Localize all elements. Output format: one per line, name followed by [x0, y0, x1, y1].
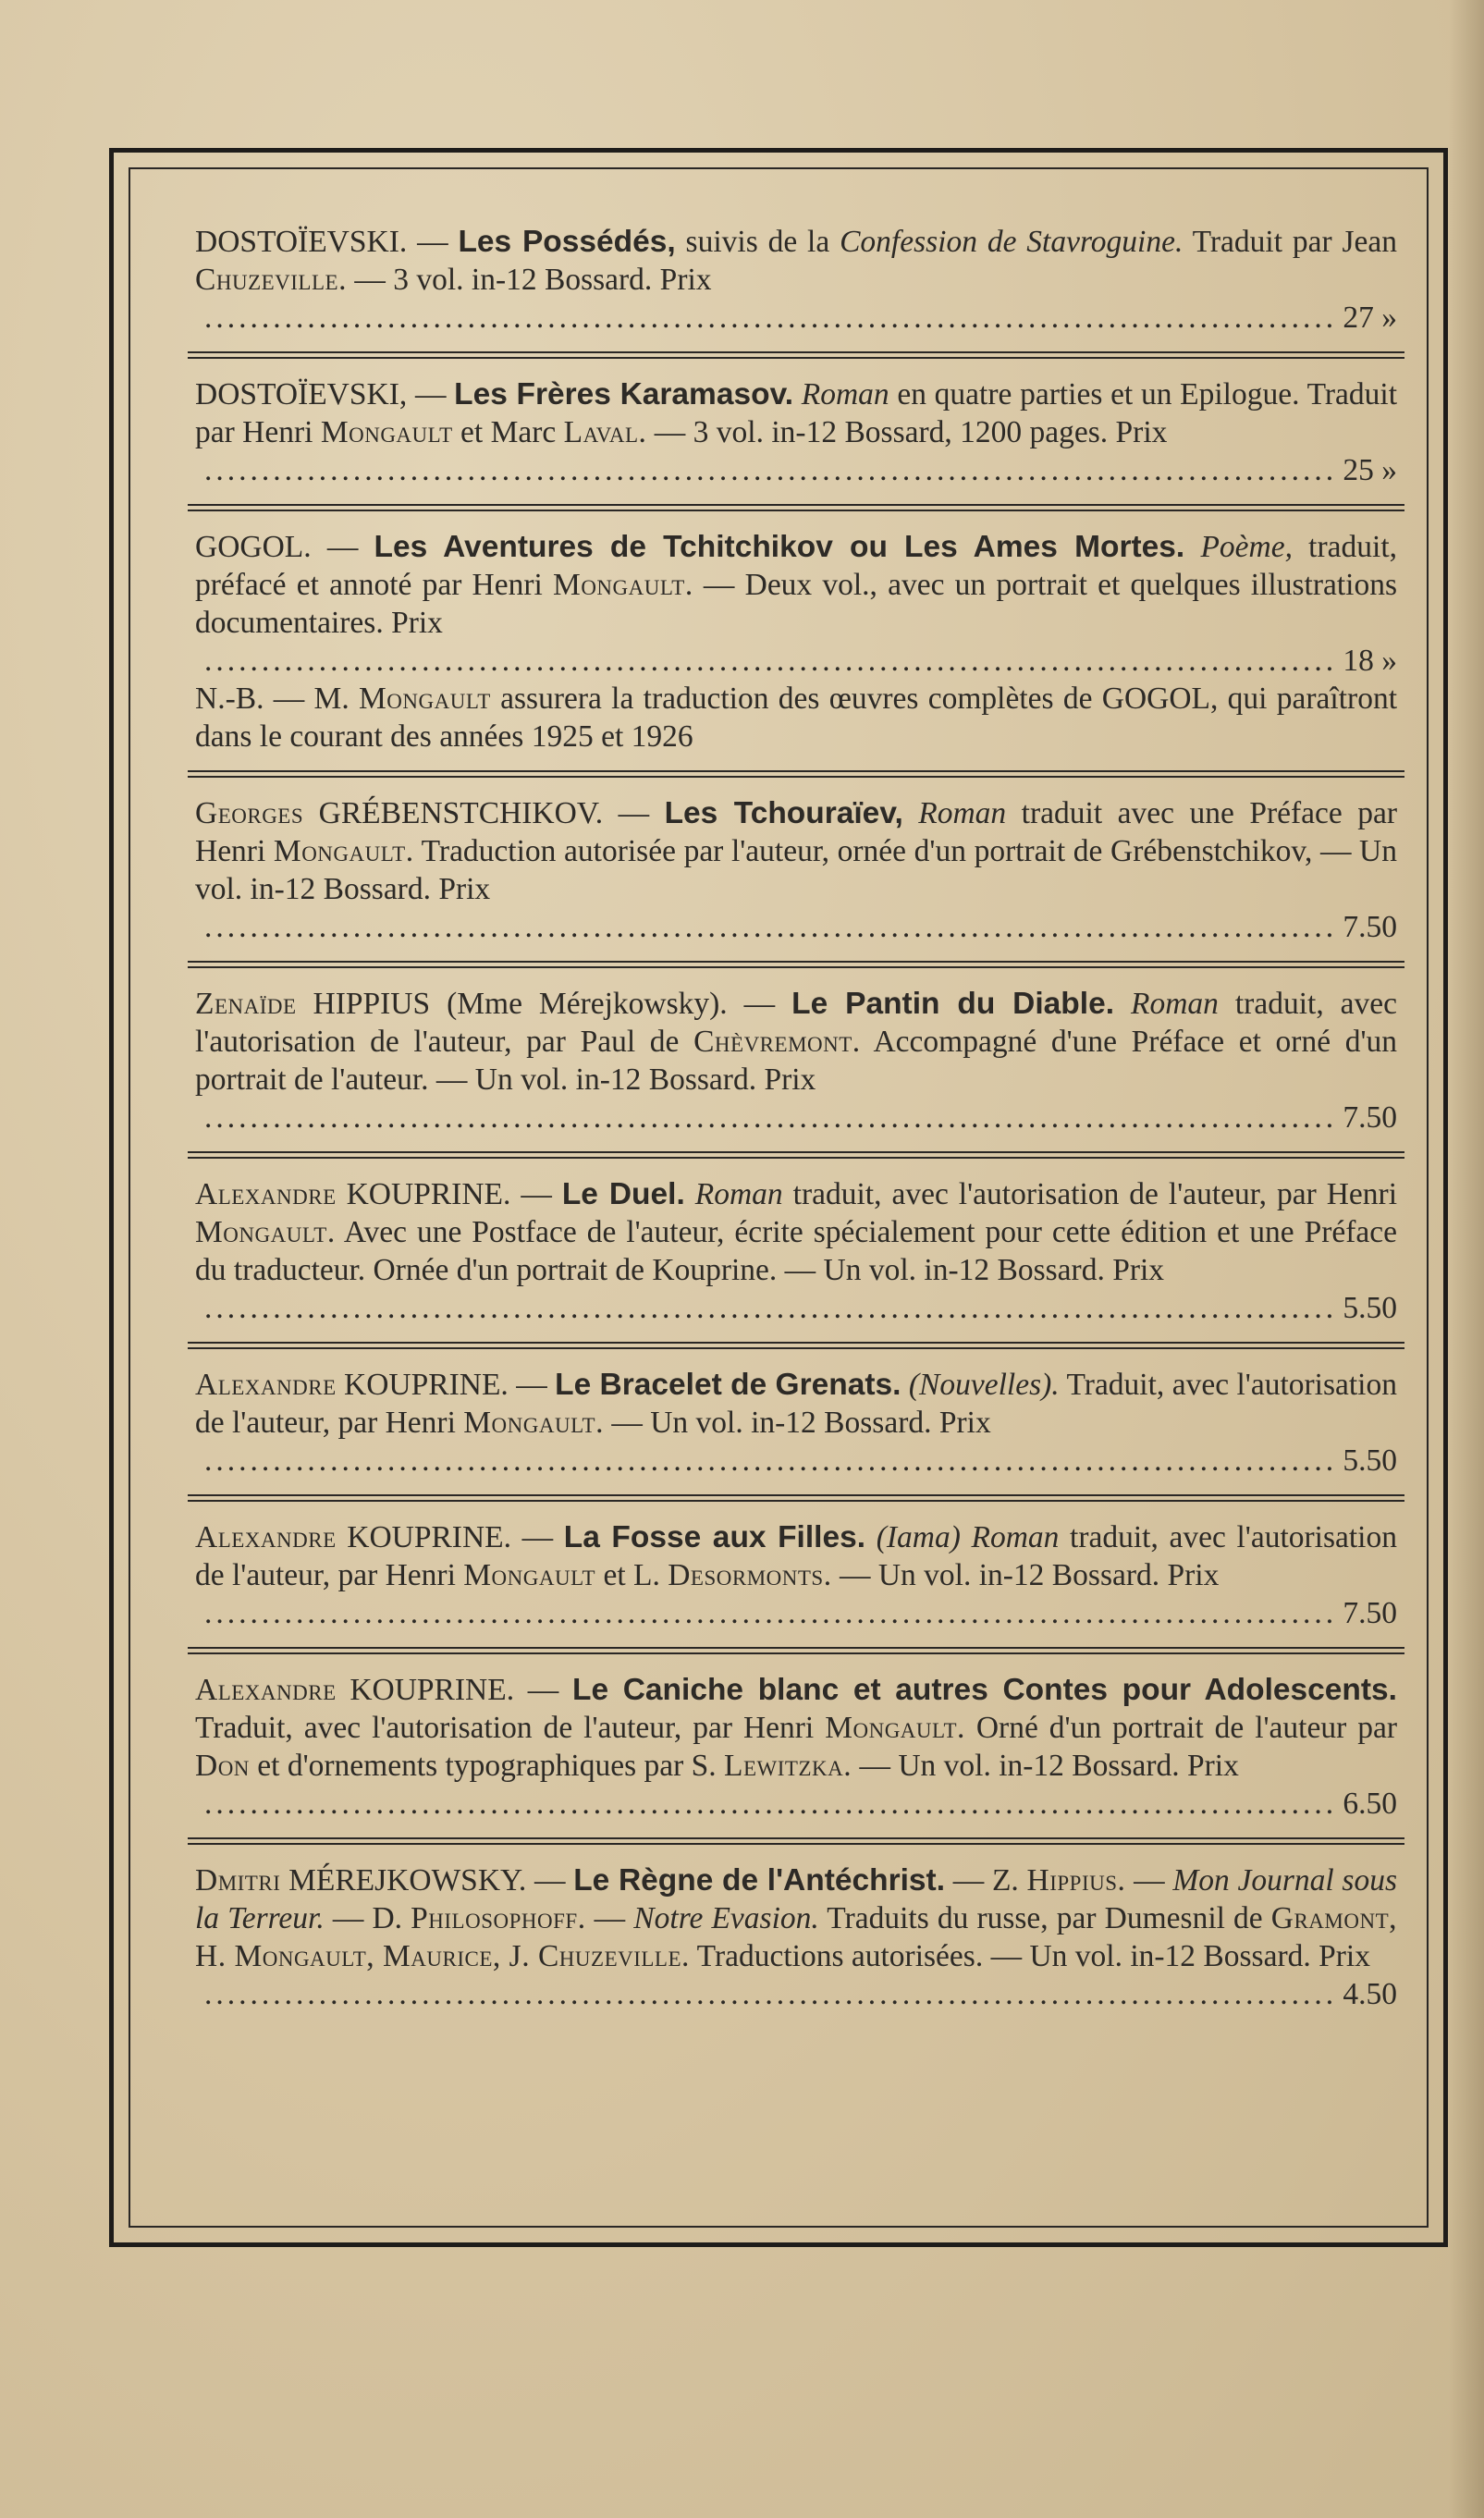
description-text: Traduit par Jean [1183, 225, 1397, 259]
book-title: Les Tchouraïev, [664, 796, 903, 830]
italic-text: Roman [694, 1177, 783, 1211]
italic-text: Roman [801, 377, 889, 411]
author: KOUPRINE. [336, 1368, 509, 1402]
author: GOGOL. [195, 530, 312, 564]
dot-leader [204, 451, 1333, 489]
author: DOSTOÏEVSKI, [195, 377, 408, 411]
price: 5.50 [1343, 1291, 1397, 1325]
dash: — [603, 796, 665, 830]
price: 7.50 [1343, 1100, 1397, 1135]
catalog-entry [195, 1168, 1397, 1336]
price: 7.50 [1343, 1596, 1397, 1630]
dot-leader [204, 299, 1333, 337]
dot-leader [204, 1594, 1333, 1632]
catalog-entry [195, 215, 1397, 346]
page-edge-shadow [1449, 0, 1484, 2518]
description-text: Avec une Postface de l'auteur, écrite spécialement pour cette édition et une Préface du traducteur. Ornée d'un portrait de Kouprine. — Un vol. in-12 Bossard. Prix [195, 1215, 1397, 1287]
description-text: traduit, avec l'autorisation de l'auteur, par Henri [195, 1520, 1397, 1592]
dash: — [511, 1520, 564, 1554]
translator-name: Mongault. [553, 568, 693, 602]
dash: — [311, 530, 374, 564]
separator-rule [188, 770, 1404, 778]
catalog-entry [195, 1358, 1397, 1489]
book-title: Les Frères Karamasov. [454, 377, 794, 411]
nb-text: assurera la traduction des œuvres complètes de GOGOL, qui paraîtront dans le courant des années 1925 et 1926 [195, 682, 1398, 754]
book-title: Le Règne de l'Antéchrist. [573, 1863, 946, 1898]
dot-leader [204, 642, 1333, 680]
description-text: traduit, avec l'autorisation de l'auteur, par Henri [782, 1177, 1398, 1211]
dash: — [508, 1368, 556, 1402]
italic-text: Roman [918, 796, 1007, 830]
description-text: — Z. [945, 1863, 1027, 1898]
book-title: Le Duel. [561, 1177, 685, 1211]
italic-text: (Nouvelles). [908, 1368, 1060, 1402]
translator-name: Desormonts. [668, 1558, 832, 1592]
dash: — [526, 1863, 574, 1898]
translator-name: Mongault. [825, 1711, 965, 1745]
price: 18 » [1343, 644, 1397, 678]
author: MÉREJKOWSKY. [280, 1863, 527, 1898]
illustrator-name: Don [195, 1749, 250, 1783]
catalog-entry [195, 368, 1397, 498]
dot-leader [204, 1442, 1333, 1480]
description-text: Traduit, avec l'autorisation de l'auteur, par Henri [195, 1711, 826, 1745]
author: DOSTOÏEVSKI. [195, 225, 408, 259]
author-first-name: Zenaïde [195, 987, 297, 1021]
nb-label: N.-B. — M. [195, 682, 359, 716]
author-first-name: Alexandre [195, 1368, 337, 1402]
description-text: Traduits du russe, par Dumesnil de [818, 1901, 1271, 1935]
catalog-frame [109, 148, 1448, 2247]
catalog-entry [195, 1511, 1397, 1641]
translator-name: Mongault [320, 415, 453, 449]
price: 5.50 [1343, 1443, 1397, 1478]
description-text: — [585, 1901, 634, 1935]
dot-leader [204, 1785, 1333, 1823]
catalog-inner-border [129, 167, 1429, 2228]
catalog-entry [195, 1854, 1397, 2022]
separator-rule [188, 1647, 1404, 1654]
author: GRÉBENSTCHIKOV. [303, 796, 604, 830]
separator-rule [188, 1151, 1404, 1159]
description-text: et L. [595, 1558, 668, 1592]
dash: — [727, 987, 792, 1021]
author: KOUPRINE. [336, 1177, 511, 1211]
author: KOUPRINE. [336, 1673, 515, 1707]
description-text: — Un vol. in-12 Bossard. Prix [852, 1749, 1239, 1783]
price: 6.50 [1343, 1787, 1397, 1821]
description-text: Accompagné d'une Préface et orné d'un portrait de l'auteur. — Un vol. in-12 Bossard. Prix [195, 1025, 1398, 1097]
author-first-name: Alexandre [195, 1177, 337, 1211]
dot-leader [204, 1975, 1333, 2013]
author-first-name: Dmitri [195, 1863, 281, 1898]
book-title: Le Pantin du Diable. [791, 987, 1115, 1021]
book-title: Les Aventures de Tchitchikov ou Les Ames Mortes. [374, 530, 1185, 564]
catalog-entry [195, 1664, 1397, 1832]
author-name: Philosophoff. [411, 1901, 586, 1935]
author-name: Hippius. [1026, 1863, 1126, 1898]
dot-leader [204, 1289, 1333, 1327]
description-text: Traduction autorisée par l'auteur, ornée d'un portrait de Grébenstchikov, — Un vol. in-12 Bossard. Prix [195, 834, 1398, 906]
author-first-name: Georges [195, 796, 304, 830]
author: HIPPIUS (Mme Mérejkowsky). [296, 987, 728, 1021]
catalog-entry [195, 787, 1397, 955]
translator-name: Laval. [563, 415, 647, 449]
translator-name: Chèvremont. [693, 1025, 861, 1059]
nota-bene [195, 680, 1397, 755]
description-text: — 3 vol. in-12 Bossard, 1200 pages. Prix [646, 415, 1168, 449]
description-text: en quatre parties et un Epilogue. Traduit par Henri [195, 377, 1397, 449]
dash: — [407, 377, 455, 411]
book-title: Les Possédés, [458, 225, 676, 259]
italic-text: Notre Evasion. [633, 1901, 819, 1935]
separator-rule [188, 1837, 1404, 1845]
illustrator-name: Lewitzka. [724, 1749, 852, 1783]
description-text: — Un vol. in-12 Bossard. Prix [603, 1406, 991, 1440]
separator-rule [188, 1342, 1404, 1349]
description-text: traduit avec une Préface par Henri [195, 796, 1398, 868]
dash: — [407, 225, 459, 259]
price: 7.50 [1343, 910, 1397, 944]
book-title: La Fosse aux Filles. [563, 1520, 866, 1554]
translator-name: Mongault. [273, 834, 414, 868]
description-text: traduit, avec l'autorisation de l'auteur, par Paul de [195, 987, 1398, 1059]
italic-text: Confession de Stavroguine. [840, 225, 1184, 259]
description-text: Traduit, avec l'autorisation de l'auteur, par Henri [195, 1368, 1397, 1440]
description-text: suivis de la [675, 225, 840, 259]
author-first-name: Alexandre [195, 1673, 337, 1707]
description-text: — Deux vol., avec un portrait et quelques illustrations documentaires. Prix [195, 568, 1398, 640]
translator-name: Mongault. [195, 1215, 336, 1249]
price: 4.50 [1343, 1977, 1397, 2011]
italic-text: (Iama) Roman [876, 1520, 1060, 1554]
catalog-entries [195, 215, 1397, 2022]
description-text: et Marc [452, 415, 564, 449]
separator-rule [188, 961, 1404, 968]
price: 25 » [1343, 453, 1397, 487]
translator-name: Mongault [463, 1558, 596, 1592]
translator-name: Mongault. [463, 1406, 604, 1440]
catalog-entry [195, 521, 1397, 765]
book-title: Le Bracelet de Grenats. [555, 1368, 901, 1402]
separator-rule [188, 351, 1404, 359]
dot-leader [204, 908, 1333, 946]
description-text: Orné d'un portrait de l'auteur par [964, 1711, 1397, 1745]
description-text: — Un vol. in-12 Bossard. Prix [831, 1558, 1220, 1592]
description-text: — D. [324, 1901, 411, 1935]
author: KOUPRINE. [336, 1520, 511, 1554]
dot-leader [204, 1099, 1333, 1136]
italic-text: Roman [1131, 987, 1219, 1021]
description-text: — [1125, 1863, 1173, 1898]
author-first-name: Alexandre [195, 1520, 337, 1554]
description-text: Traductions autorisées. — Un vol. in-12 Bossard. Prix [689, 1939, 1370, 1973]
translator-name: Mongault [359, 682, 491, 716]
book-title: Le Caniche blanc et autres Contes pour Adolescents. [572, 1673, 1397, 1707]
dash: — [510, 1177, 562, 1211]
dash: — [514, 1673, 572, 1707]
separator-rule [188, 504, 1404, 511]
separator-rule [188, 1494, 1404, 1502]
description-text: et d'ornements typographiques par S. [249, 1749, 725, 1783]
italic-text: Poème, [1200, 530, 1293, 564]
price: 27 » [1343, 301, 1397, 335]
catalog-entry [195, 977, 1397, 1146]
translator-name: Chuzeville. [195, 263, 347, 297]
translator-name: Gramont, H. Mongault, Maurice, J. Chuzeville. [195, 1901, 1398, 1973]
description-text: traduit, préfacé et annoté par Henri [195, 530, 1398, 602]
description-text: — 3 vol. in-12 Bossard. Prix [346, 263, 712, 297]
italic-text: Mon Journal sous la Terreur. [195, 1863, 1398, 1935]
